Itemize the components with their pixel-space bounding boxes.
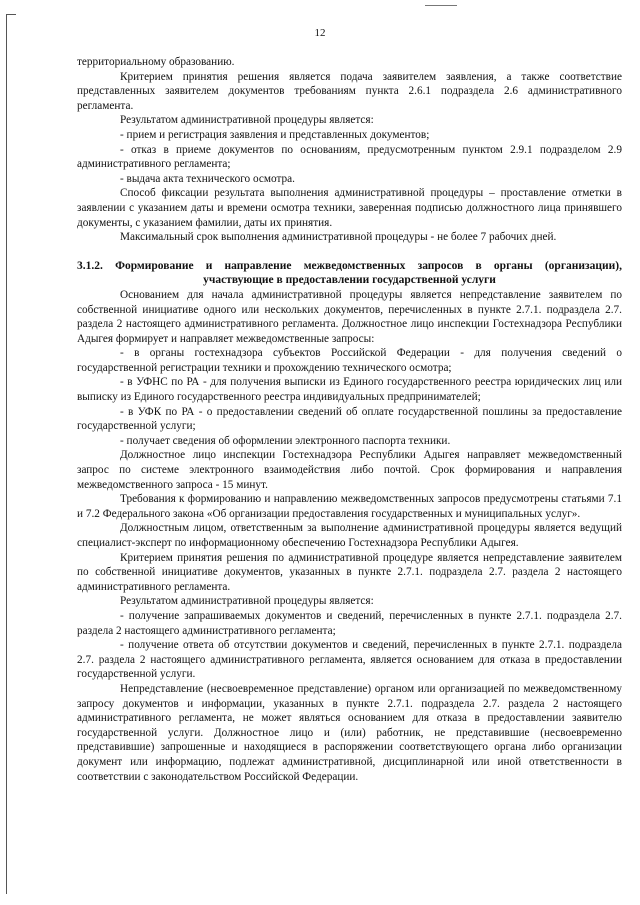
section-heading-line-1: 3.1.2. Формирование и направление межведомственных запросов в органы (организации), [77,259,622,272]
section-heading [77,259,622,288]
paragraph: Результатом административной процедуры является: [120,595,374,608]
paragraph: Должностным лицом, ответственным за выполнение административной процедуры является ведущий специалист-эксперт по информационному обеспечению Гостехнадзора Республики Адыгея. [77,522,622,549]
paragraph: Требования к формированию и направлению межведомственных запросов предусмотрены статьями 7.1 и 7.2 Федерального закона «Об организации предоставления государственных и муниципальных услуг». [77,493,622,520]
paragraph: - в УФК по РА - о предоставлении сведений об оплате государственной пошлины за предоставление государственной услуги; [77,405,622,433]
paragraph: - получение ответа об отсутствии документов и сведений, перечисленных в пункте 2.7.1. подраздела 2.7. раздела 2 настоящего административного регламента, является основанием для отказа в предоставлении государственной услуги. [77,639,622,681]
scan-edge-tick [6,14,16,15]
paragraph: территориальному образованию. [77,56,235,68]
paragraph: Способ фиксации результата выполнения административной процедуры – проставление отметки в заявлении с указанием даты и времени осмотра техники, заверенная подписью должностного лица принявшего документы, с указанием фамилии, даты их принятия. [77,187,622,229]
page-number: 12 [314,27,326,39]
paragraph: Критерием принятия решения является подача заявителем заявления, а также соответствие представленных заявителем документов требованиям пункта 2.6.1 подраздела 2.6 административного регламента. [77,70,622,112]
section-heading-line-2: участвующие в предоставлении государственной услуги [203,274,496,287]
paragraph: - в УФНС по РА - для получения выписки из Единого государственного реестра юридических лиц или выписку из Единого государственного реестра индивидуальных предпринимателей; [77,376,622,404]
paragraph: Непредставление (несвоевременное представление) органом или организацией по межведомственному запросу документов и информации, указанных в пункте 2.7.1. подраздела 2.7. раздела 2 настоящего административного регламента, не может являться основанием для отказа в предоставлении заявителю государственной услуги. Должностное лицо и (или) работник, не представившие (несвоевременно представившие) запрошенные и находящиеся в распоряжении соответствующего органа либо организации документ или информацию, подлежат административной, дисциплинарной или иной ответственности в соответствии с законодательством Российской Федерации. [77,682,622,783]
paragraph: Основанием для начала административной процедуры является непредставление заявителем по собственной инициативе одного или нескольких документов, перечисленных в пункте 2.7.1. подраздела 2.7. раздела 2 настоящего административного регламента. Должностное лицо инспекции Гостехнадзора Республики Адыгея формирует и направляет межведомственные запросы: [77,288,622,345]
paragraph: - получает сведения об оформлении электронного паспорта техники. [120,434,451,447]
section-intro [77,55,622,245]
section-body [77,288,622,784]
paragraph: Должностное лицо инспекции Гостехнадзора Республики Адыгея направляет межведомственный запрос по системе электронного взаимодействия либо почтой. Срок формирования и направления межведомственного запроса - 15 минут. [77,449,622,491]
paragraph: - отказ в приеме документов по основаниям, предусмотренным пунктом 2.9.1 подразделом 2.9 административного регламента; [77,143,622,171]
paragraph: Результатом административной процедуры является: [120,114,374,127]
scan-edge-line [6,14,7,894]
paragraph: Критерием принятия решения по административной процедуре является непредставление заявителем по собственной инициативе документов, указанных в пункте 2.7.1. подраздела 2.7. раздела 2 настоящего административного регламента. [77,551,622,593]
paragraph: Максимальный срок выполнения административной процедуры - не более 7 рабочих дней. [120,231,557,244]
paragraph: - выдача акта технического осмотра. [120,172,295,185]
document-body [77,55,622,784]
paragraph: - в органы гостехнадзора субъектов Российской Федерации - для получения сведений о государственной регистрации техники и прохождению технического осмотра; [77,347,622,374]
scan-top-mark [425,5,457,6]
paragraph: - прием и регистрация заявления и представленных документов; [120,128,430,141]
paragraph: - получение запрашиваемых документов и сведений, перечисленных в пункте 2.7.1. подраздела 2.7. раздела 2 настоящего административного регламента; [77,609,622,637]
